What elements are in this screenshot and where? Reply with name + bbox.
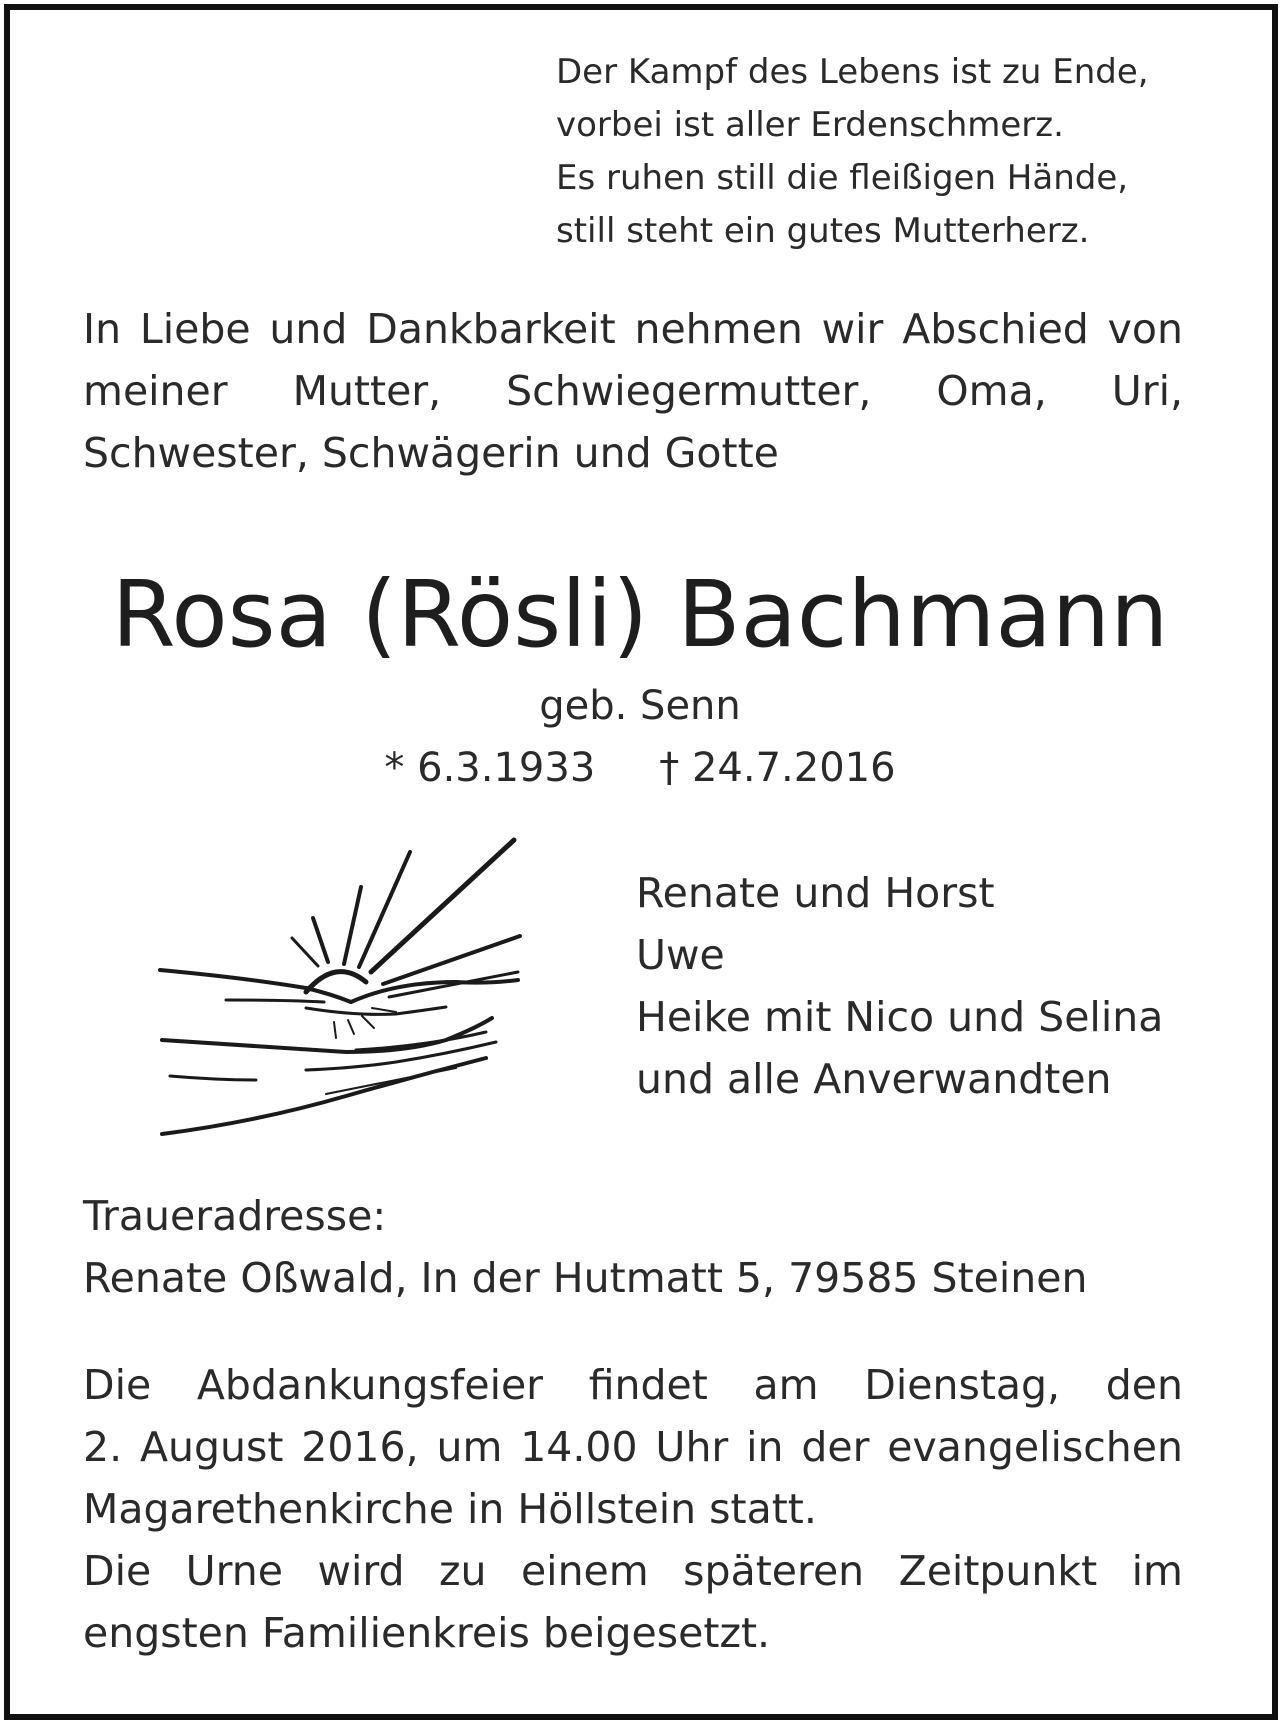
ceremony-line: Die Abdankungsfeier findet am Dienstag, den bbox=[83, 1361, 1183, 1409]
mourner-line: Renate und Horst bbox=[636, 869, 995, 917]
poem-line: vorbei ist aller Erdenschmerz. bbox=[556, 105, 1064, 145]
address-label: Traueradresse: bbox=[83, 1192, 387, 1240]
poem bbox=[556, 46, 1149, 258]
intro-text bbox=[83, 298, 1183, 484]
intro-line: Schwester, Schwägerin und Gotte bbox=[83, 429, 779, 477]
mourner-line: Uwe bbox=[636, 931, 725, 979]
death-date: † 24.7.2016 bbox=[659, 745, 896, 791]
intro-line: meiner Mutter, Schwiegermutter, Oma, Uri, bbox=[83, 367, 1183, 415]
mourner-line: Heike mit Nico und Selina bbox=[636, 993, 1164, 1041]
intro-line: In Liebe und Dankbarkeit nehmen wir Abschied von bbox=[83, 305, 1183, 353]
life-dates bbox=[0, 740, 1280, 796]
sun-over-hands-icon bbox=[156, 832, 526, 1152]
maiden-name: geb. Senn bbox=[539, 683, 741, 729]
poem-line: Es ruhen still die fleißigen Hände, bbox=[556, 158, 1129, 198]
ceremony-text bbox=[83, 1354, 1183, 1664]
mourners-list bbox=[636, 862, 1163, 1110]
ceremony-line: Magarethenkirche in Höllstein statt. bbox=[83, 1485, 817, 1533]
ceremony-line: Die Urne wird zu einem späteren Zeitpunkt im bbox=[83, 1547, 1183, 1595]
poem-line: still steht ein gutes Mutterherz. bbox=[556, 211, 1090, 251]
mourning-address bbox=[83, 1185, 1087, 1309]
deceased-name: Rosa (Rösli) Bachmann bbox=[111, 561, 1169, 668]
poem-line: Der Kampf des Lebens ist zu Ende, bbox=[556, 52, 1149, 92]
ceremony-line: engsten Familienkreis beigesetzt. bbox=[83, 1609, 771, 1657]
birth-date: * 6.3.1933 bbox=[384, 745, 596, 791]
ceremony-line: 2. August 2016, um 14.00 Uhr in der evangelischen bbox=[83, 1423, 1183, 1471]
mourner-line: und alle Anverwandten bbox=[636, 1055, 1112, 1103]
address-value: Renate Oßwald, In der Hutmatt 5, 79585 Steinen bbox=[83, 1254, 1088, 1302]
